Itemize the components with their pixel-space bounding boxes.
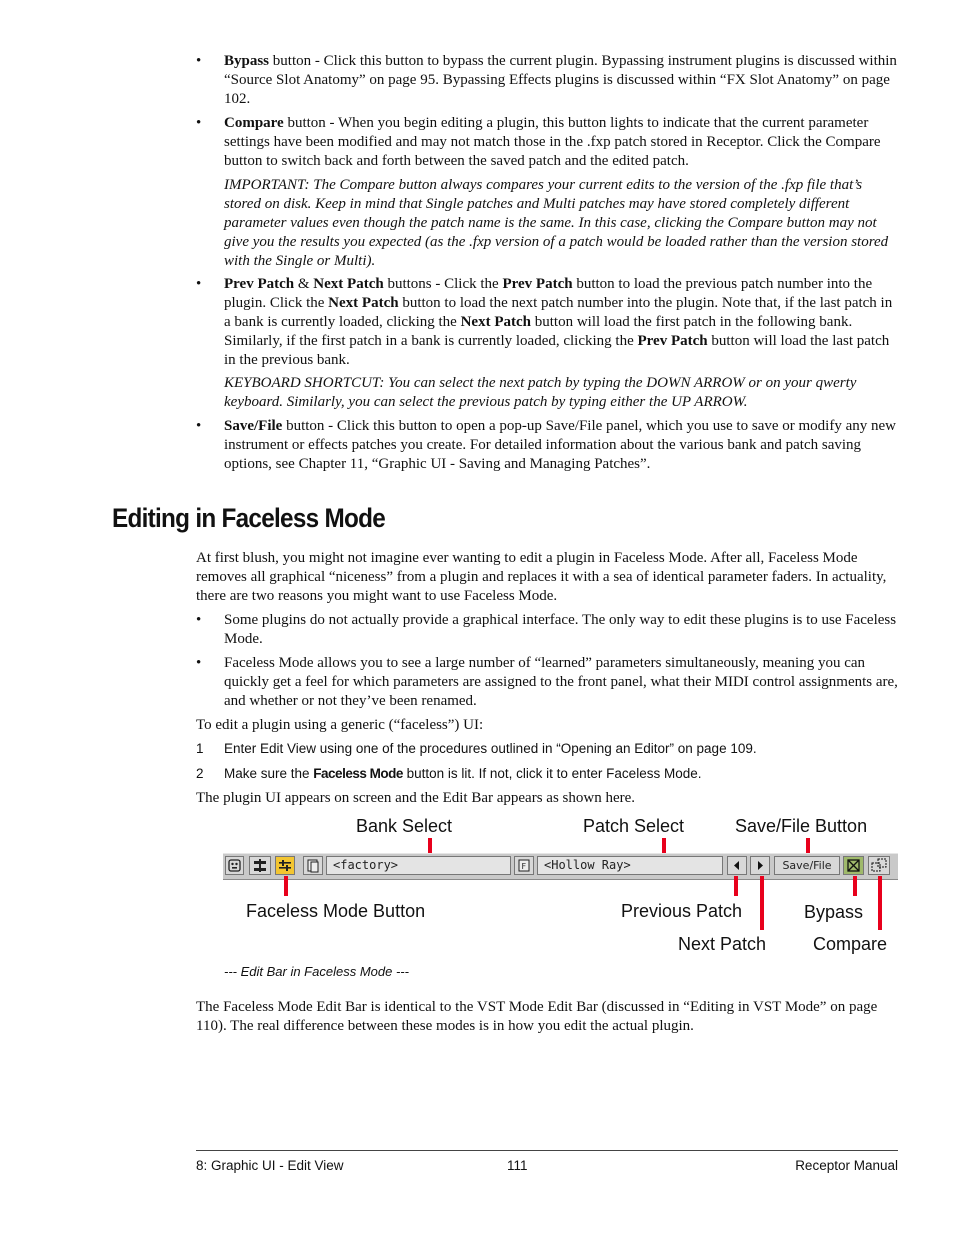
bypass-button[interactable] [843,856,864,875]
footer-rule [196,1150,898,1151]
bullet-text: button - When you begin editing a plugin, this button lights to indicate that the current parameter settings have been modified and may not match those in the .fxp patch stored in Receptor. Click the Compare button to switch back and forth between the saved patch and the edited patch. [224,115,881,169]
to-edit-paragraph: To edit a plugin using a generic (“faceless”) UI: [196,717,484,733]
text-run: & [294,276,314,292]
bold-term: Next Patch [328,295,399,311]
compare-button[interactable] [868,856,890,875]
bullet-dot: • [196,53,202,69]
next-patch-button[interactable] [750,856,770,875]
bold-term: Next Patch [313,276,384,292]
callout-line [853,876,857,896]
important-note: IMPORTANT: The Compare button always compares your current edits to the version of the .fxp file that’s stored on disk. Keep in mind that Single patches and Multi patches may have stored completely different parameter values even though the patch name is the same. In this case, clicking the Compare button may not give you the results you expected (as the .fxp version of a patch would be loaded rather than the version stored with the Single or Multi). [224,177,889,269]
vst-mode-button[interactable] [249,856,271,875]
closing-paragraph: The Faceless Mode Edit Bar is identical to the VST Mode Edit Bar (discussed in “Editing in VST Mode” on page 110). The real difference between these modes is in how you edit the actual plugin. [196,999,878,1034]
bank-select-label: Bank Select [356,816,453,836]
text-run: button to load the previous patch number into the plugin. Click the [224,276,873,311]
appears-paragraph: The plugin UI appears on screen and the Edit Bar appears as shown here. [196,790,636,806]
step-number: 1 [196,741,204,756]
patch-icon-button[interactable] [514,856,534,875]
bold-term: Prev Patch [502,276,573,292]
bold-term: Save/File [224,418,283,434]
bullet-dot: • [196,115,202,131]
bold-term: Prev Patch [637,333,708,349]
callout-line [284,876,288,896]
page-number: 111 [507,1158,528,1173]
bullet-dot: • [196,276,202,292]
bold-term: Compare [224,115,284,131]
save-file-button[interactable]: Save/File [774,856,840,875]
previous-patch-button[interactable] [727,856,747,875]
edit-bar [223,853,898,880]
intro-paragraph: At first blush, you might not imagine ever wanting to edit a plugin in Faceless Mode. After all, Faceless Mode removes all graphical “niceness” from a plugin and replaces it with a sea of identical parameter faders. In actuality, there are two reasons you might want to use Faceless Mode. [196,550,887,604]
step-text: Enter Edit View using one of the procedures outlined in “Opening an Editor” on page 109. [224,741,757,756]
bullet-text: Some plugins do not actually provide a graphical interface. The only way to edit these plugins is to use Faceless Mode. [224,612,897,647]
bullet-text: Faceless Mode allows you to see a large number of “learned” parameters simultaneously, meaning you can quickly get a feel for which parameters are assigned to the front panel, what their MIDI control assignments are, and whether or not they’ve been renamed. [224,655,898,709]
text-run: button will load the first patch in the following bank. Similarly, if the first patch in a bank is currently loaded, clicking the [224,314,853,349]
bullet-text: button - Click this button to open a pop-up Save/File panel, which you use to save or modify any new instrument or effects patches you create. For detailed information about the various bank and patch saving options, see Chapter 11, “Graphic UI - Saving and Managing Patches”. [224,418,896,472]
text-run: button will load the last patch in the previous bank. [224,333,890,368]
footer-left: 8: Graphic UI - Edit View [196,1158,344,1173]
previous-patch-label: Previous Patch [621,901,743,921]
text-run: buttons - Click the [383,276,503,292]
step-text: button is lit. If not, click it to enter Faceless Mode. [402,766,702,781]
bullet-dot: • [196,612,202,628]
bank-icon-button[interactable] [303,856,323,875]
callout-line [878,876,882,930]
figure-caption: --- Edit Bar in Faceless Mode --- [224,964,409,979]
compare-label: Compare [813,934,888,954]
faceless-mode-button[interactable] [275,856,295,875]
bullet-text: button - Click this button to bypass the current plugin. Bypassing instrument plugins is discussed within “Source Slot Anatomy” on page 95. Bypassing Effects plugins is discussed within “FX Slot Anatomy” on page 102. [224,53,897,107]
callout-line [760,876,764,930]
bold-term: Next Patch [460,314,531,330]
keyboard-shortcut-note: KEYBOARD SHORTCUT: You can select the next patch by typing the DOWN ARROW or on your qwerty keyboard. Similarly, you can select the previous patch by typing either the UP ARROW. [224,375,857,410]
faceless-mode-button-label: Faceless Mode Button [246,901,426,921]
bold-term: Faceless Mode [313,766,403,781]
step-text: Make sure the [224,766,314,781]
bank-select-field[interactable]: <factory> [326,856,511,875]
callout-line [734,876,738,896]
bullet-dot: • [196,655,202,671]
bullet-dot: • [196,418,202,434]
patch-select-field[interactable]: <Hollow Ray> [537,856,723,875]
patch-select-label: Patch Select [583,816,685,836]
footer-right: Receptor Manual [795,1158,898,1173]
text-run: button to load the next patch number into the plugin. Note that, if the last patch in a bank is currently loaded, clicking the [224,295,893,330]
next-patch-label: Next Patch [678,934,767,954]
save-file-button-label: Save/File Button [735,816,868,836]
bold-term: Prev Patch [224,276,295,292]
bypass-label: Bypass [804,902,864,922]
svg-text:F: F [521,862,527,871]
bold-term: Bypass [224,53,270,69]
plugin-icon-button[interactable] [225,856,244,875]
section-heading: Editing in Faceless Mode [112,503,386,533]
step-number: 2 [196,766,204,781]
